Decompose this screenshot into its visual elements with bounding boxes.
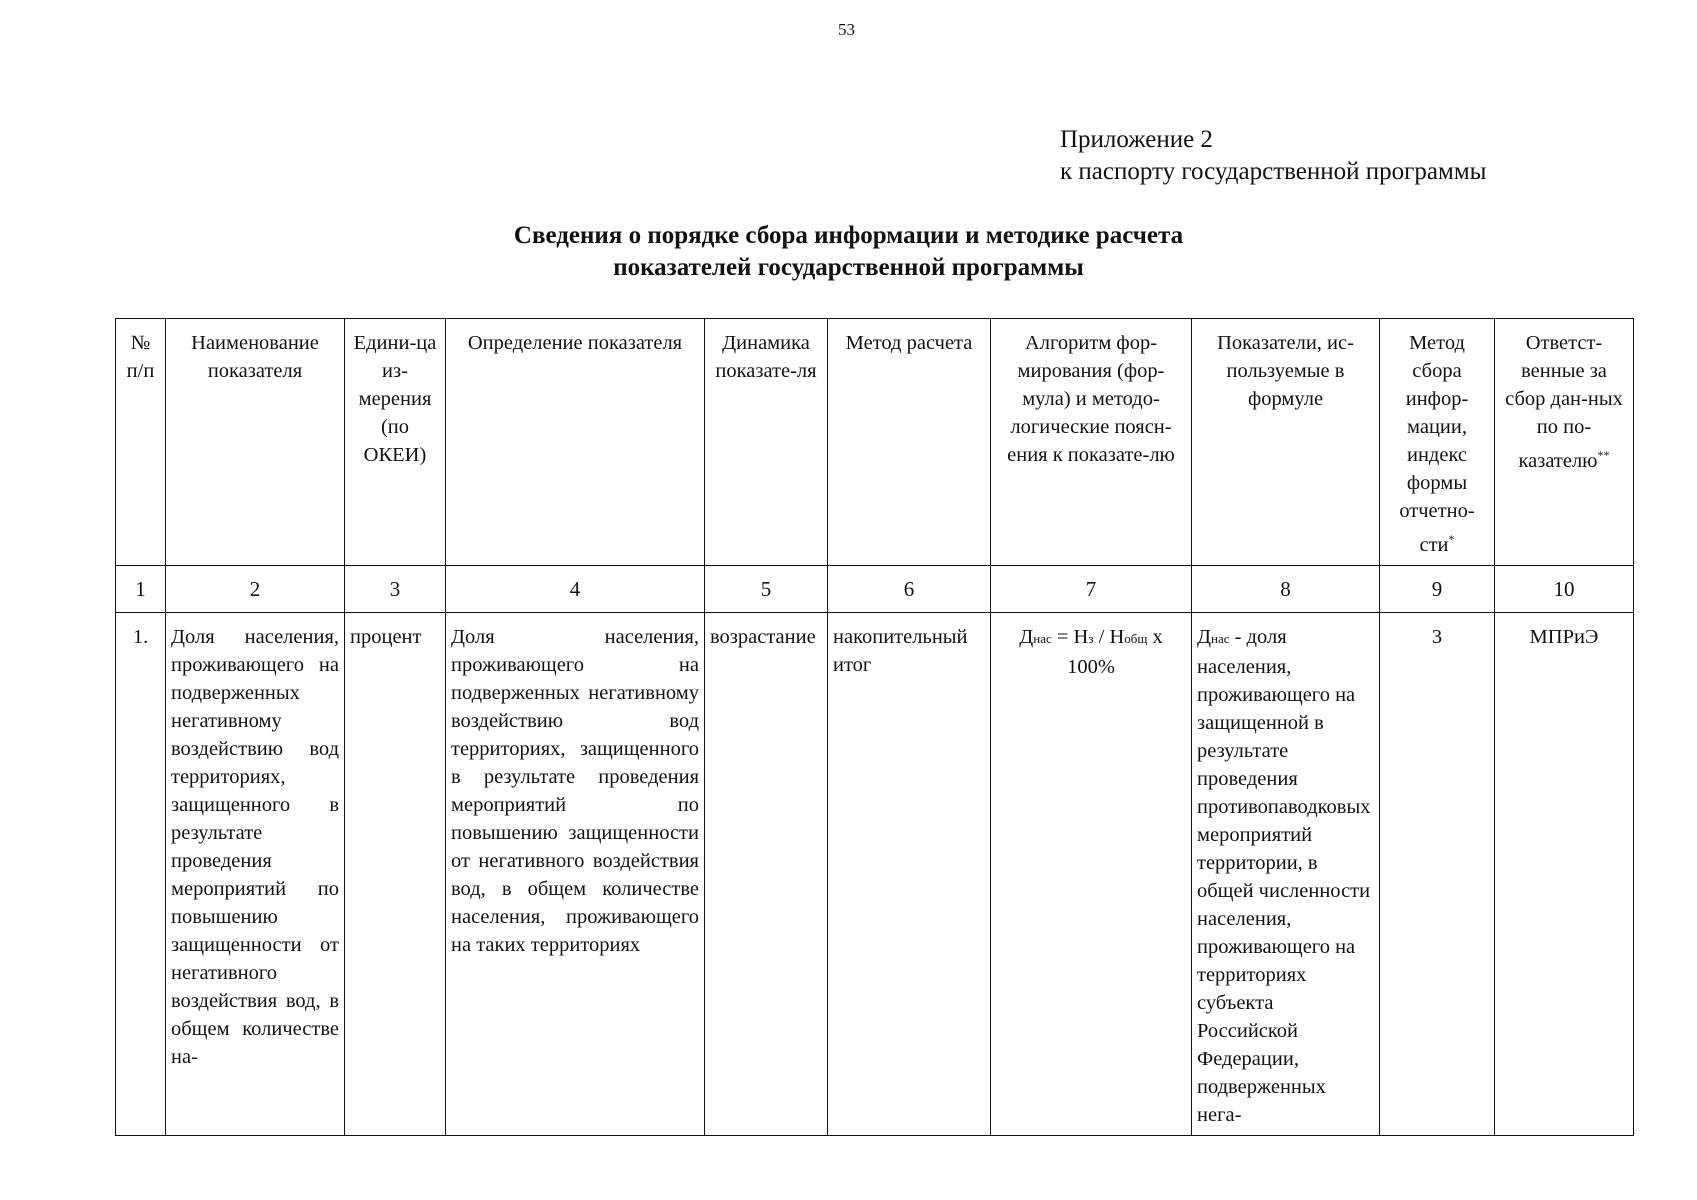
header-cell: Наименование показателя (166, 319, 345, 566)
collection-method: 3 (1380, 613, 1495, 1136)
title-line-2: показателей государственной программы (613, 254, 1084, 281)
header-cell: Динамика показате-ля (705, 319, 828, 566)
column-number: 4 (446, 566, 705, 613)
formula-lhs: Д (1019, 626, 1034, 648)
header-cell: Алгоритм фор-мирования (фор-мула) и методо-логические поясн-ения к показате-лю (991, 319, 1192, 566)
indicators-table (115, 318, 1634, 1136)
header-cell: Показатели, ис-пользуемые в формуле (1192, 319, 1380, 566)
formula-indicators (1192, 613, 1380, 1136)
appendix-note (1060, 124, 1486, 188)
appendix-line-1: Приложение 2 (1060, 126, 1213, 153)
table-header-row (116, 319, 1634, 566)
footnote-mark: ** (1597, 448, 1610, 462)
table-row (116, 613, 1634, 1136)
indicator-variable: Д (1197, 626, 1211, 648)
formula-lhs-sub: нас (1033, 631, 1052, 646)
header-cell: Едини-ца из-мерения (по ОКЕИ) (345, 319, 446, 566)
header-cell: Определение показателя (446, 319, 705, 566)
header-cell (1380, 319, 1495, 566)
header-cell: № п/п (116, 319, 166, 566)
formula-sub-1: з (1088, 631, 1094, 646)
appendix-line-2: к паспорту государственной программы (1060, 158, 1487, 185)
column-number: 6 (828, 566, 991, 613)
indicator-variable-sub: нас (1210, 631, 1230, 646)
indicator-definition: Доля населения, проживающего на подверженных негативному воздействию вод территориях, защищенного в результате проведения мероприятий по повышению защищенности от негативного воздействия вод, в общем количестве населения, проживающего на таких территориях (446, 613, 705, 1136)
indicator-variable-description: - доля населения, проживающего на защищенной в результате проведения противопаводковых мероприятий территории, в общей численности населения, проживающего на территориях субъекта Российской Федерации, подверженных нега- (1197, 626, 1371, 1126)
indicator-name: Доля населения, проживающего на подверженных негативному воздействию вод территориях, защищенного в результате проведения мероприятий по повышению защищенности от негативного воздействия вод, в общем количестве на- (166, 613, 345, 1136)
row-number: 1. (116, 613, 166, 1136)
document-title (300, 220, 1397, 284)
formula-sub-2: общ (1124, 631, 1148, 646)
header-label: Метод сбора инфор-мации, индекс формы отчетно-сти (1399, 332, 1475, 556)
column-number-row (116, 566, 1634, 613)
footnote-mark: * (1448, 532, 1455, 546)
column-number: 5 (705, 566, 828, 613)
column-number: 7 (991, 566, 1192, 613)
formula-div: / Н (1093, 626, 1125, 648)
header-cell (1495, 319, 1634, 566)
responsible-party: МПРиЭ (1495, 613, 1634, 1136)
column-number: 8 (1192, 566, 1380, 613)
column-number: 1 (116, 566, 166, 613)
header-cell: Метод расчета (828, 319, 991, 566)
column-number: 3 (345, 566, 446, 613)
page-number: 53 (838, 20, 855, 39)
header-label: Ответст-венные за сбор дан-ных по по-казателю (1505, 332, 1623, 472)
title-line-1: Сведения о порядке сбора информации и методике расчета (513, 222, 1184, 249)
formula-tail: х 100% (1067, 626, 1163, 678)
column-number: 9 (1380, 566, 1495, 613)
calculation-formula (991, 613, 1192, 1136)
calculation-method: накопительный итог (828, 613, 991, 1136)
column-number: 10 (1495, 566, 1634, 613)
unit-of-measure: процент (345, 613, 446, 1136)
indicator-dynamics: возрастание (705, 613, 828, 1136)
column-number: 2 (166, 566, 345, 613)
formula-eq: = Н (1051, 626, 1089, 648)
